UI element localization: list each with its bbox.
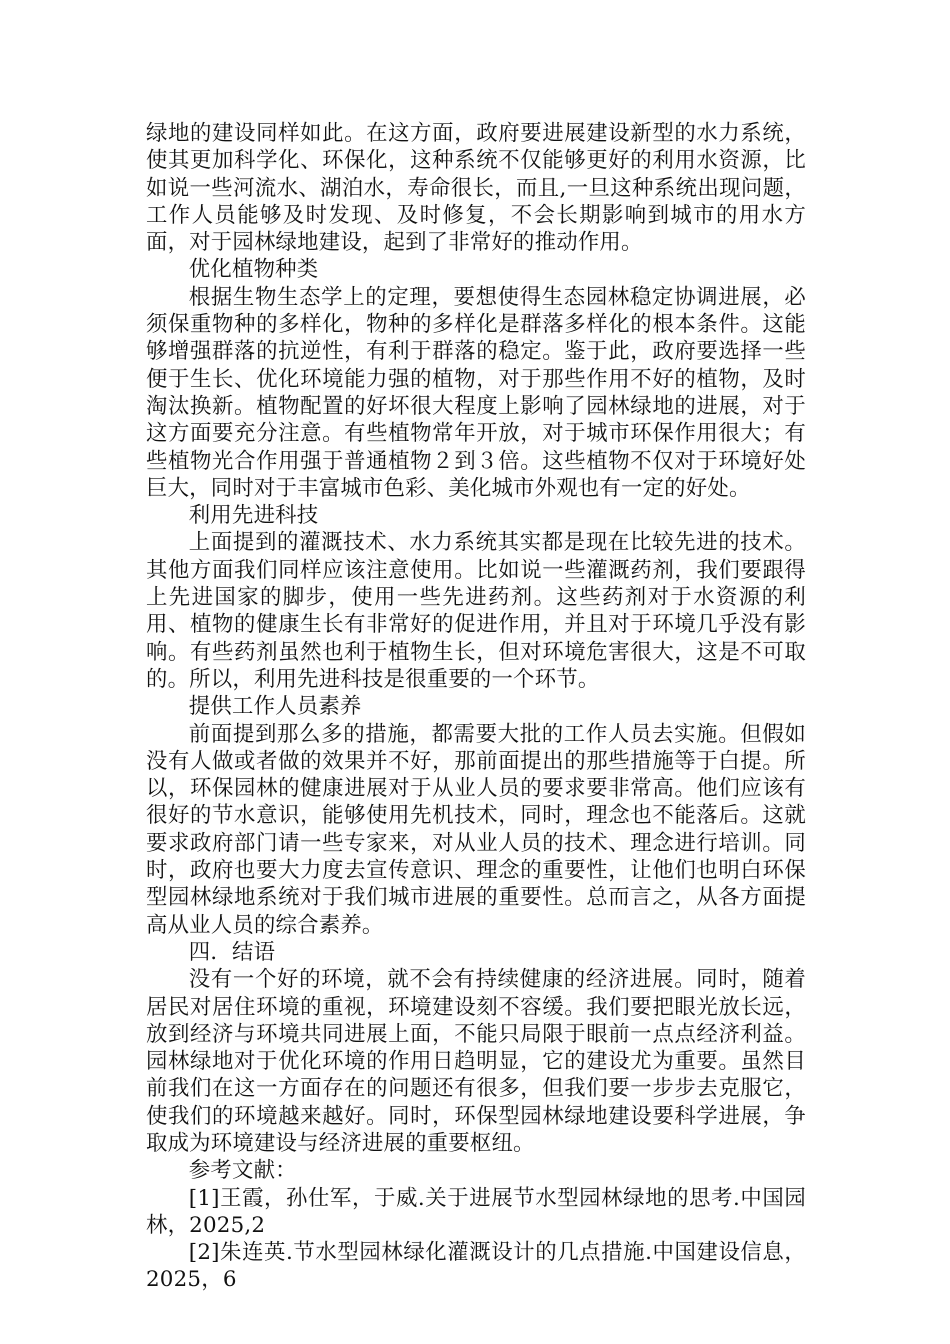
paragraph-advanced-tech: 上面提到的灌溉技术、水力系统其实都是现在比较先进的技术。其他方面我们同样应该注意使用。比如说一些灌溉药剂，我们要跟得上先进国家的脚步，使用一些先进药剂。这些药剂对于水资源的利用、植物的健康生长有非常好的促进作用，并且对于环境几乎没有影响。有些药剂虽然也利于植物生长，但对环境危害很大，这是不可取的。所以，利用先进科技是很重要的一个环节。 xyxy=(146,530,806,692)
paragraph-staff-quality: 前面提到那么多的措施，都需要大批的工作人员去实施。但假如没有人做或者做的效果并不好，那前面提出的那些措施等于白提。所以，环保园林的健康进展对于从业人员的要求要非常高。他们应该有很好的节水意识，能够使用先机技术，同时，理念也不能落后。这就要求政府部门请一些专家来，对从业人员的技术、理念进行培训。同时，政府也要大力度去宣传意识、理念的重要性，让他们也明白环保型园林绿地系统对于我们城市进展的重要性。总而言之，从各方面提高从业人员的综合素养。 xyxy=(146,721,806,938)
section-heading-staff-quality: 提供工作人员素养 xyxy=(188,694,362,720)
paragraph-optimize-plants: 根据生物生态学上的定理，要想使得生态园林稳定协调进展，必须保重物种的多样化，物种的多样化是群落多样化的根本条件。这能够增强群落的抗逆性，有利于群落的稳定。鉴于此，政府要选择一些便于生长、优化环境能力强的植物，对于那些作用不好的植物，及时淘汰换新。植物配置的好坏很大程度上影响了园林绿地的进展，对于这方面要充分注意。有些植物常年开放，对于城市环保作用很大；有些植物光合作用强于普通植物２到３倍。这些植物不仅对于环境好处巨大，同时对于丰富城市色彩、美化城市外观也有一定的好处。 xyxy=(146,284,806,501)
section-heading-advanced-tech: 利用先进科技 xyxy=(188,503,319,529)
section-heading-conclusion: 四．结语 xyxy=(188,939,276,965)
paragraph-conclusion: 没有一个好的环境，就不会有持续健康的经济进展。同时，随着居民对居住环境的重视，环境建设刻不容缓。我们要把眼光放长远，放到经济与环境共同进展上面，不能只局限于眼前一点点经济利益。园林绿地对于优化环境的作用日趋明显，它的建设尤为重要。虽然目前我们在这一方面存在的问题还有很多，但我们要一步步去克服它，使我们的环境越来越好。同时，环保型园林绿地建设要科学进展，争取成为环境建设与经济进展的重要枢纽。 xyxy=(146,967,806,1156)
document-page xyxy=(146,120,806,1294)
paragraph-water-system-continued: 绿地的建设同样如此。在这方面，政府要进展建设新型的水力系统，使其更加科学化、环保化，这种系统不仅能够更好的利用水资源，比如说一些河流水、湖泊水，寿命很长，而且,一旦这种系统出现问题，工作人员能够及时发现、及时修复，不会长期影响到城市的用水方面，对于园林绿地建设，起到了非常好的推动作用。 xyxy=(146,121,806,256)
reference-item-1: [1]王霞，孙仕军，于威.关于进展节水型园林绿地的思考.中国园林，2025,2 xyxy=(146,1185,806,1238)
reference-item-2: [2]朱连英.节水型园林绿化灌溉设计的几点措施.中国建设信息，2025，6 xyxy=(146,1240,806,1293)
section-heading-optimize-plants: 优化植物种类 xyxy=(188,257,319,283)
references-heading: 参考文献： xyxy=(188,1158,297,1184)
